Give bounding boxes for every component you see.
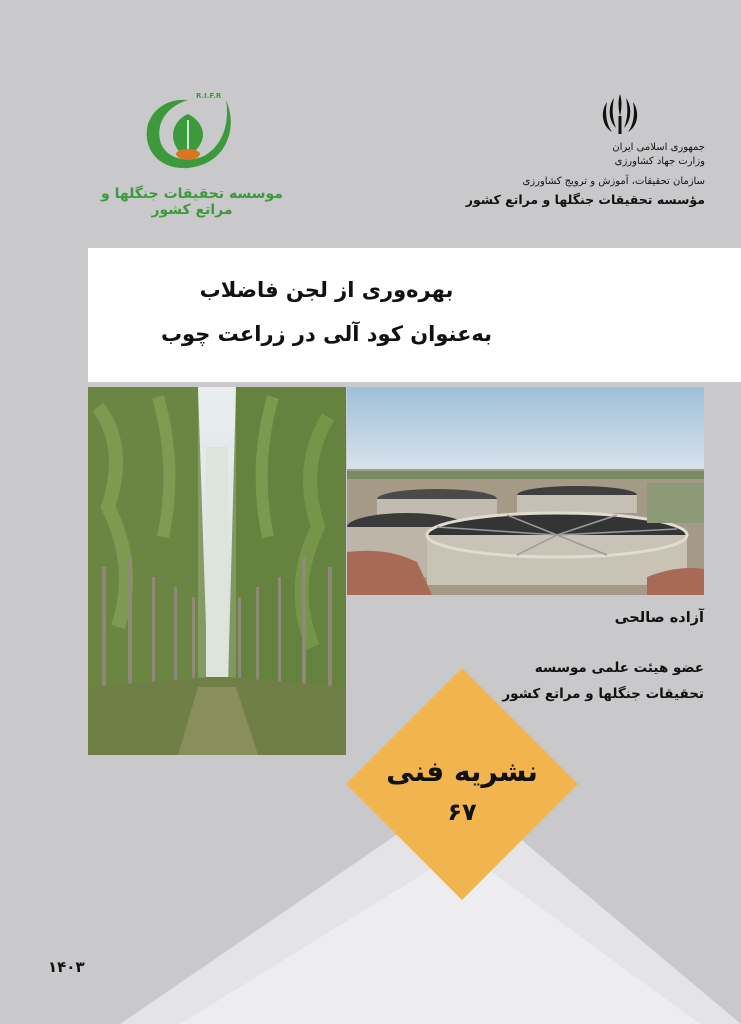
gov-line-ministry: وزارت جهاد کشاورزی xyxy=(614,156,705,167)
gov-line-organization: سازمان تحقیقات، آموزش و ترویج کشاورزی xyxy=(522,176,705,187)
series-label: نشریه فنی xyxy=(386,755,538,788)
rifr-institute-name: موسسه تحقیقات جنگلها و مراتع کشور xyxy=(101,186,283,218)
title-box xyxy=(88,248,741,382)
series-number: ۶۷ xyxy=(447,798,477,826)
author-name: آزاده صالحی xyxy=(614,610,704,626)
gov-line-institute: مؤسسه تحقیقات جنگلها و مراتع کشور xyxy=(465,192,705,207)
iran-emblem-icon xyxy=(598,90,642,138)
author-affiliation-line-2: تحقیقات جنگلها و مراتع کشور xyxy=(502,686,704,702)
publication-year: ۱۴۰۳ xyxy=(48,958,85,976)
title-line-1: بهره‌وری از لجن فاضلاب xyxy=(199,278,454,302)
rifr-logo-icon xyxy=(138,86,238,172)
rifr-acronym: R.I.F.R xyxy=(196,92,222,100)
author-affiliation-line-1: عضو هیئت علمی موسسه xyxy=(534,660,704,676)
title-line-2: به‌عنوان کود آلی در زراعت چوب xyxy=(160,322,493,346)
wastewater-treatment-plant-photo xyxy=(347,387,704,595)
gov-line-republic: جمهوری اسلامی ایران xyxy=(612,142,705,153)
poplar-plantation-photo xyxy=(88,387,346,755)
